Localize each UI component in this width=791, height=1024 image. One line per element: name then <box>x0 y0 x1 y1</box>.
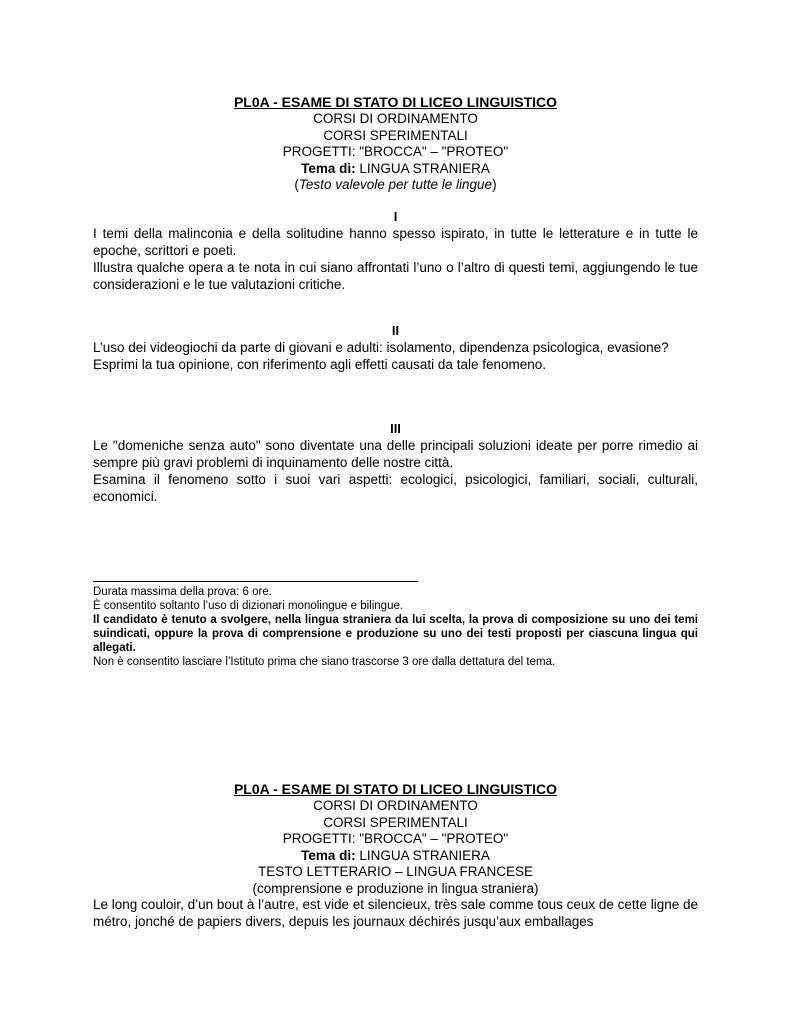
section-paragraph: Illustra qualche opera a te nota in cui siano affrontati l’uno o l’altro di questi temi, aggiungendo le tue considerazioni e le tue valutazioni critiche. <box>93 260 698 292</box>
section-paragraph: L’uso dei videogiochi da parte di giovani e adulti: isolamento, dipendenza psicologica, evasione? <box>93 340 669 355</box>
tema-value: LINGUA STRANIERA <box>355 160 490 176</box>
header-line-note <box>93 177 698 194</box>
section-2 <box>93 323 698 373</box>
section-numeral: III <box>390 421 401 436</box>
section-paragraph: I temi della malinconia e della solitudine hanno spesso ispirato, in tutte le letterature e in tutte le epoche, scrittori e poeti. <box>93 226 698 258</box>
section-numeral: I <box>393 209 398 224</box>
tema-value: LINGUA STRANIERA <box>355 847 490 863</box>
note-open: ( <box>294 177 299 192</box>
tema-label: Tema di: <box>301 847 356 863</box>
french-text-block <box>93 896 698 930</box>
exam-title: PL0A - ESAME DI STATO DI LICEO LINGUISTICO <box>233 781 558 797</box>
section-paragraph: Le "domeniche senza auto" sono diventate una delle principali soluzioni ideate per porre rimedio ai sempre più gravi problemi di inquinamento delle nostre città. <box>93 438 698 470</box>
section-paragraph: Esamina il fenomeno sotto i suoi vari aspetti: ecologici, psicologici, familiari, sociali, culturali, economici. <box>93 472 698 504</box>
header-line-tema <box>93 161 698 178</box>
header-line-testo: TESTO LETTERARIO – LINGUA FRANCESE <box>257 864 534 879</box>
header-line-progetti: PROGETTI: "BROCCA" – "PROTEO" <box>282 831 509 846</box>
header-line-progetti: PROGETTI: "BROCCA" – "PROTEO" <box>282 144 509 159</box>
footnote-dictionaries: È consentito soltanto l’uso di dizionari monolingue e bilingue. <box>93 600 404 612</box>
exam-header-1 <box>93 94 698 194</box>
footnote-divider <box>93 581 418 582</box>
header-line-sperimentali: CORSI SPERIMENTALI <box>323 127 468 143</box>
french-text: Le long couloir, d’un bout à l’autre, est vide et silencieux, très sale comme tous ceux de cette ligne de métro, jonché de papiers divers, depuis les journaux déchirés jusqu’aux emballages <box>93 897 698 929</box>
section-paragraph: Esprimi la tua opinione, con riferimento agli effetti causati da tale fenomeno. <box>93 357 547 372</box>
note-close: ) <box>492 177 497 192</box>
footnote-instructions: Il candidato è tenuto a svolgere, nella lingua straniera da lui scelta, la prova di composizione su uno dei temi suindicati, oppure la prova di comprensione e produzione su uno dei testi proposti per ciascuna lingua qui allegati. <box>93 614 698 654</box>
header-line-ordinamento: CORSI DI ORDINAMENTO <box>313 111 478 126</box>
section-3 <box>93 421 698 505</box>
exam-header-2 <box>93 781 698 897</box>
note-italic: Testo valevole per tutte le lingue <box>298 177 493 192</box>
footnotes <box>93 585 698 669</box>
footnote-duration: Durata massima della prova: 6 ore. <box>93 586 272 598</box>
header-line-tema <box>93 848 698 865</box>
header-line-comprensione: (comprensione e produzione in lingua straniera) <box>252 880 539 896</box>
exam-title: PL0A - ESAME DI STATO DI LICEO LINGUISTICO <box>233 94 558 110</box>
header-line-ordinamento: CORSI DI ORDINAMENTO <box>313 798 478 813</box>
header-line-sperimentali: CORSI SPERIMENTALI <box>323 814 468 830</box>
section-1 <box>93 209 698 293</box>
tema-label: Tema di: <box>301 160 356 176</box>
section-numeral: II <box>391 323 400 338</box>
footnote-leave: Non è consentito lasciare l’Istituto prima che siano trascorse 3 ore dalla dettatura del tema. <box>93 656 556 668</box>
